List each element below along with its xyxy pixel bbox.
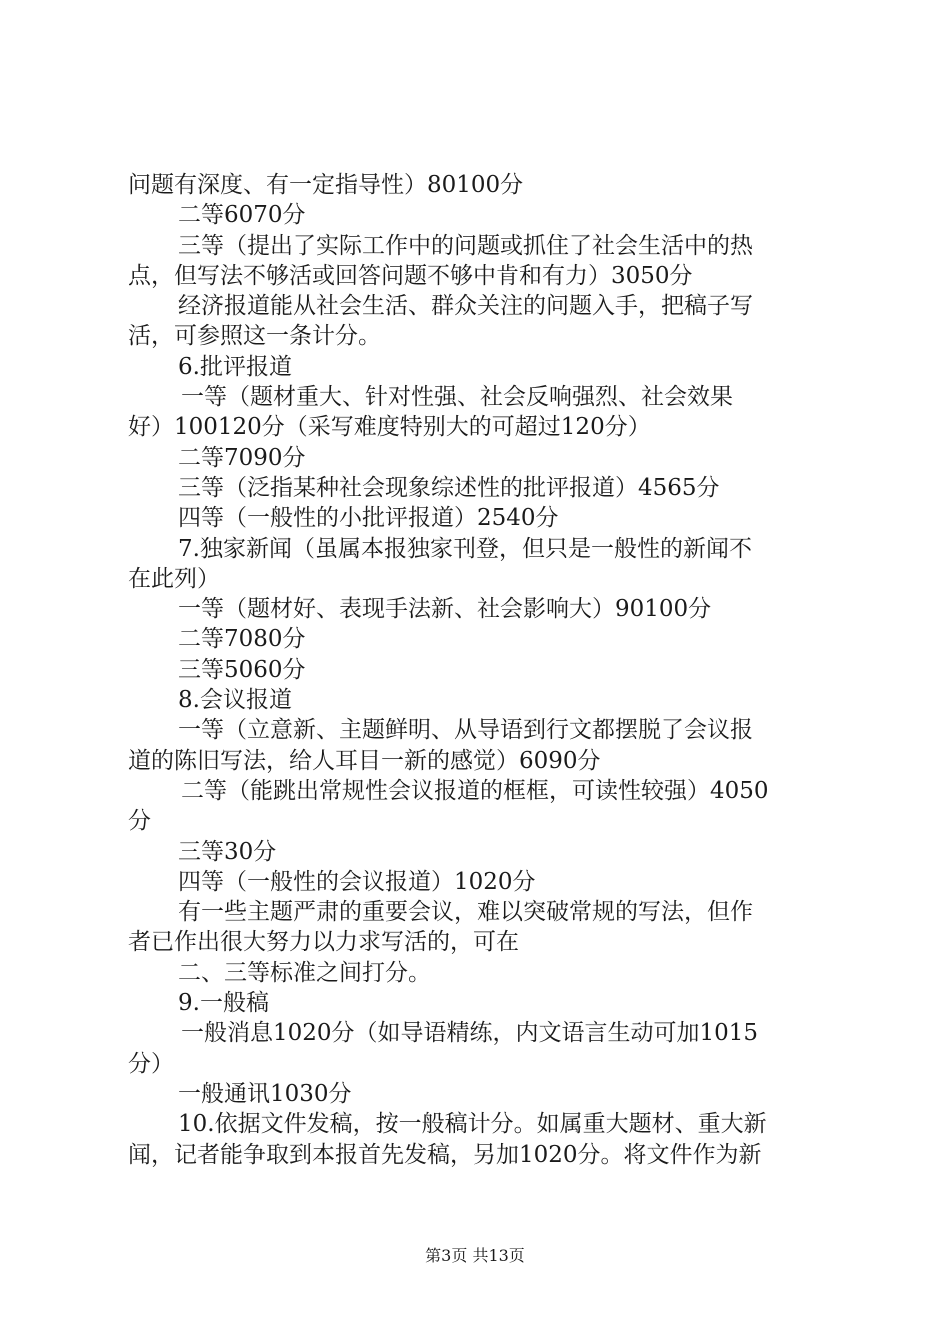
text-line: 好）100120分（采写难度特别大的可超过120分） — [128, 414, 651, 441]
text-line: 有一些主题严肃的重要会议，难以突破常规的写法，但作 — [178, 899, 753, 926]
text-line: 四等（一般性的会议报道）1020分 — [178, 868, 536, 895]
document-body — [128, 170, 832, 1170]
text-line: 二等7080分 — [178, 626, 306, 653]
text-line: 一等（题材重大、针对性强、社会反响强烈、社会效果 — [181, 384, 733, 411]
text-line: 一等（立意新、主题鲜明、从导语到行文都摆脱了会议报 — [178, 717, 753, 744]
text-line: 点，但写法不够活或回答问题不够中肯和有力）3050分 — [128, 262, 693, 289]
text-line: 二等7090分 — [178, 444, 306, 471]
text-line: 一般通讯1030分 — [178, 1080, 352, 1107]
text-line: 分） — [128, 1050, 174, 1077]
text-line: 二、三等标准之间打分。 — [178, 959, 431, 986]
text-line: 者已作出很大努力以力求写活的，可在 — [128, 929, 519, 956]
text-line: 活，可参照这一条计分。 — [128, 323, 381, 350]
text-line: 在此列） — [128, 565, 220, 592]
text-line: 三等（提出了实际工作中的问题或抓住了社会生活中的热 — [178, 232, 753, 259]
section-heading: 10.依据文件发稿，按一般稿计分。如属重大题材、重大新 — [178, 1111, 767, 1138]
text-line: 三等（泛指某种社会现象综述性的批评报道）4565分 — [178, 474, 720, 501]
text-line: 一般消息1020分（如导语精练，内文语言生动可加1015 — [181, 1020, 759, 1047]
text-line: 一等（题材好、表现手法新、社会影响大）90100分 — [178, 596, 712, 623]
text-line: 三等5060分 — [178, 656, 306, 683]
text-line: 二等（能跳出常规性会议报道的框框，可读性较强）4050 — [181, 777, 769, 804]
text-line: 闻，记者能争取到本报首先发稿，另加1020分。将文件作为新 — [128, 1141, 762, 1168]
text-line: 二等6070分 — [178, 202, 306, 229]
text-line: 道的陈旧写法，给人耳目一新的感觉）6090分 — [128, 747, 601, 774]
text-line: 四等（一般性的小批评报道）2540分 — [178, 505, 559, 532]
text-line: 经济报道能从社会生活、群众关注的问题入手，把稿子写 — [178, 293, 753, 320]
text-line: 三等30分 — [178, 838, 277, 865]
section-heading: 9.一般稿 — [178, 990, 269, 1017]
section-heading: 7.独家新闻（虽属本报独家刊登，但只是一般性的新闻不 — [178, 535, 752, 562]
section-heading: 6.批评报道 — [178, 353, 292, 380]
page-footer: 第3页 共13页 — [425, 1246, 525, 1265]
text-line: 问题有深度、有一定指导性）80100分 — [128, 172, 524, 198]
section-heading: 8.会议报道 — [178, 687, 292, 714]
text-line: 分 — [128, 808, 151, 835]
